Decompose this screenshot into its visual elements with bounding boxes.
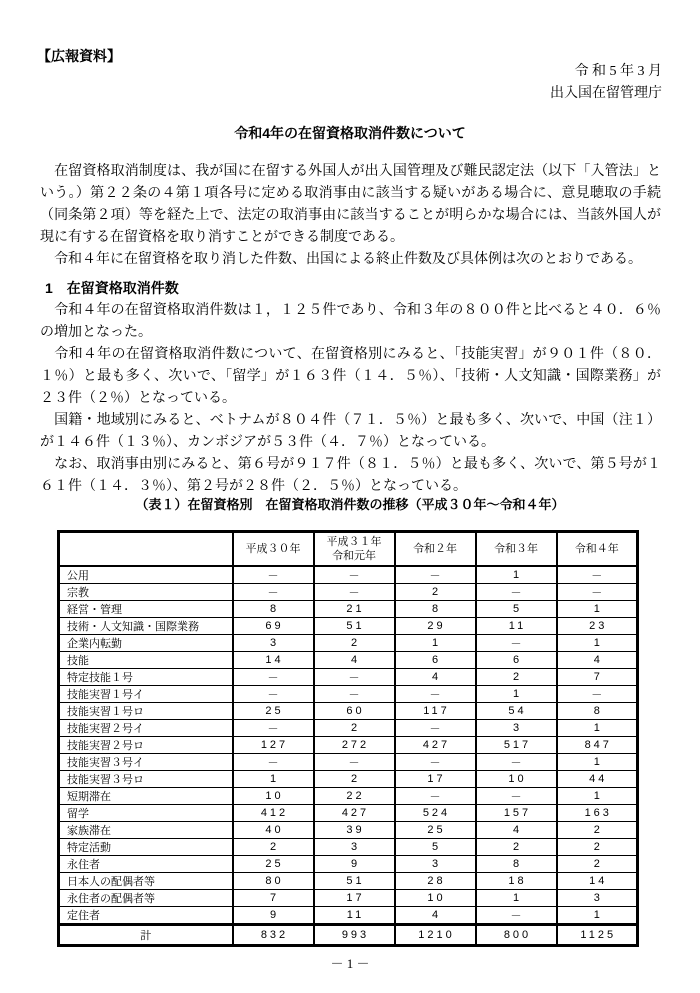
value-cell: 40 xyxy=(233,822,314,839)
value-cell: 22 xyxy=(314,788,395,805)
value-cell: － xyxy=(233,566,314,584)
value-cell: 8 xyxy=(476,856,557,873)
value-cell: 157 xyxy=(476,805,557,822)
row-label: 技能実習３号イ xyxy=(59,754,233,771)
year-header-cell xyxy=(233,532,314,567)
value-cell: 1 xyxy=(557,788,638,805)
row-label: 技能実習２号ロ xyxy=(59,737,233,754)
value-cell: 427 xyxy=(395,737,476,754)
row-label: 技能実習１号イ xyxy=(59,686,233,703)
table-row xyxy=(59,601,638,618)
section-paragraph: 令和４年の在留資格取消件数について、在留資格別にみると、「技能実習」が９０１件（８０．１％）と最も多く、次いで、「留学」が１６３件（１４．５％）、「技術・人文知識・国際業務」が２３件（２％）となっている。 xyxy=(40,347,661,406)
value-cell: 163 xyxy=(557,805,638,822)
value-cell: 3 xyxy=(476,720,557,737)
year-header-line1: 平成３０年 xyxy=(245,543,301,555)
value-cell: 4 xyxy=(476,822,557,839)
value-cell: 3 xyxy=(233,635,314,652)
value-cell: － xyxy=(476,635,557,652)
value-cell: 10 xyxy=(233,788,314,805)
value-cell: 14 xyxy=(557,873,638,890)
value-cell: 1 xyxy=(233,771,314,788)
value-cell: － xyxy=(476,754,557,771)
value-cell: － xyxy=(314,669,395,686)
value-cell: 39 xyxy=(314,822,395,839)
value-cell: 7 xyxy=(233,890,314,907)
value-cell: 427 xyxy=(314,805,395,822)
year-header-line1: 令和４年 xyxy=(574,543,619,555)
value-cell: 14 xyxy=(233,652,314,669)
value-cell: 1 xyxy=(476,566,557,584)
value-cell: － xyxy=(314,566,395,584)
value-cell: 80 xyxy=(233,873,314,890)
row-label: 宗教 xyxy=(59,584,233,601)
value-cell: 3 xyxy=(395,856,476,873)
value-cell: 17 xyxy=(395,771,476,788)
table-row xyxy=(59,686,638,703)
value-cell: 25 xyxy=(395,822,476,839)
value-cell: 2 xyxy=(557,856,638,873)
year-header-cell xyxy=(314,532,395,567)
table-body xyxy=(59,566,638,946)
row-label: 短期滞在 xyxy=(59,788,233,805)
value-cell: 1 xyxy=(557,601,638,618)
table-row xyxy=(59,907,638,925)
value-cell: － xyxy=(233,754,314,771)
table-row xyxy=(59,703,638,720)
value-cell: 117 xyxy=(395,703,476,720)
value-cell: 524 xyxy=(395,805,476,822)
value-cell: 2 xyxy=(233,839,314,856)
year-header-line1: 令和２年 xyxy=(413,543,457,555)
value-cell: 2 xyxy=(314,635,395,652)
value-cell: － xyxy=(557,686,638,703)
value-cell: 8 xyxy=(395,601,476,618)
value-cell: － xyxy=(395,566,476,584)
value-cell: 5 xyxy=(476,601,557,618)
row-label: 永住者 xyxy=(59,856,233,873)
value-cell: － xyxy=(233,686,314,703)
row-label: 定住者 xyxy=(59,907,233,925)
value-cell: － xyxy=(233,669,314,686)
value-cell: － xyxy=(476,584,557,601)
value-cell: 4 xyxy=(395,907,476,925)
value-cell: 2 xyxy=(557,822,638,839)
table-row xyxy=(59,669,638,686)
section-paragraph: 国籍・地域別にみると、ベトナムが８０４件（７１．５％）と最も多く、次いで、中国（注１）が１４６件（１３％）、カンボジアが５３件（４．７％）となっている。 xyxy=(40,413,661,450)
value-cell: 1 xyxy=(476,890,557,907)
value-cell: － xyxy=(314,686,395,703)
value-cell: 54 xyxy=(476,703,557,720)
value-cell: 800 xyxy=(476,925,557,946)
table-caption: （表１）在留資格別 在留資格取消件数の推移（平成３０年～令和４年） xyxy=(135,497,565,512)
table-row xyxy=(59,618,638,635)
value-cell: 9 xyxy=(314,856,395,873)
value-cell: 11 xyxy=(476,618,557,635)
table-row xyxy=(59,839,638,856)
value-cell: 517 xyxy=(476,737,557,754)
value-cell: － xyxy=(233,720,314,737)
value-cell: 847 xyxy=(557,737,638,754)
row-label: 技能 xyxy=(59,652,233,669)
value-cell: 3 xyxy=(314,839,395,856)
value-cell: 2 xyxy=(476,669,557,686)
value-cell: 1 xyxy=(557,635,638,652)
value-cell: 3 xyxy=(557,890,638,907)
value-cell: 2 xyxy=(395,584,476,601)
table-row xyxy=(59,771,638,788)
value-cell: 127 xyxy=(233,737,314,754)
year-header-line1: 平成３１年 xyxy=(326,536,382,548)
page-number: － 1 － xyxy=(330,956,370,971)
section-paragraph: なお、取消事由別にみると、第６号が９１７件（８１．５％）と最も多く、次いで、第５号が１６１件（１４．３％）、第２号が２８件（２．５％）となっている。 xyxy=(40,457,661,494)
value-cell: － xyxy=(395,686,476,703)
year-header-line1: 令和３年 xyxy=(494,543,538,555)
agency-name: 出入国在留管理庁 xyxy=(550,86,662,101)
value-cell: － xyxy=(314,584,395,601)
table-row xyxy=(59,856,638,873)
table-row xyxy=(59,566,638,584)
value-cell: 28 xyxy=(395,873,476,890)
section-body xyxy=(40,300,661,498)
issue-date: 令 和 5 年 3 月 xyxy=(574,64,662,79)
row-label: 技能実習３号ロ xyxy=(59,771,233,788)
value-cell: 6 xyxy=(395,652,476,669)
value-cell: 44 xyxy=(557,771,638,788)
value-cell: 10 xyxy=(395,890,476,907)
document-title: 令和4年の在留資格取消件数について xyxy=(234,125,466,141)
table-row xyxy=(59,754,638,771)
row-label: 計 xyxy=(59,925,233,946)
value-cell: 1 xyxy=(557,754,638,771)
table-row xyxy=(59,822,638,839)
row-label: 技術・人文知識・国際業務 xyxy=(59,618,233,635)
value-cell: 1 xyxy=(557,907,638,925)
value-cell: 51 xyxy=(314,873,395,890)
year-header-cell xyxy=(476,532,557,567)
value-cell: 2 xyxy=(557,839,638,856)
table-row xyxy=(59,873,638,890)
table-row xyxy=(59,652,638,669)
cancellation-count-table xyxy=(57,530,639,947)
value-cell: － xyxy=(233,584,314,601)
table-header-row xyxy=(59,532,638,567)
value-cell: 29 xyxy=(395,618,476,635)
value-cell: 11 xyxy=(314,907,395,925)
value-cell: 993 xyxy=(314,925,395,946)
value-cell: 1210 xyxy=(395,925,476,946)
table-row xyxy=(59,890,638,907)
value-cell: － xyxy=(557,584,638,601)
value-cell: － xyxy=(395,788,476,805)
year-header-cell xyxy=(557,532,638,567)
section-heading: 1 在留資格取消件数 xyxy=(45,280,179,296)
value-cell: 25 xyxy=(233,856,314,873)
value-cell: 412 xyxy=(233,805,314,822)
row-label: 技能実習１号ロ xyxy=(59,703,233,720)
row-label: 永住者の配偶者等 xyxy=(59,890,233,907)
value-cell: 272 xyxy=(314,737,395,754)
table-row xyxy=(59,635,638,652)
value-cell: 1 xyxy=(476,686,557,703)
value-cell: － xyxy=(476,907,557,925)
table-row xyxy=(59,788,638,805)
value-cell: 8 xyxy=(557,703,638,720)
year-header-line2: 令和元年 xyxy=(332,550,376,562)
row-label: 特定活動 xyxy=(59,839,233,856)
table-row xyxy=(59,805,638,822)
table-row xyxy=(59,737,638,754)
row-label: 家族滞在 xyxy=(59,822,233,839)
doc-type-label: 【広報資料】 xyxy=(37,48,121,64)
issuer-block xyxy=(550,61,662,105)
value-cell: 18 xyxy=(476,873,557,890)
row-label: 企業内転勤 xyxy=(59,635,233,652)
value-cell: 8 xyxy=(233,601,314,618)
value-cell: 1125 xyxy=(557,925,638,946)
value-cell: － xyxy=(314,754,395,771)
value-cell: 1 xyxy=(395,635,476,652)
value-cell: 4 xyxy=(395,669,476,686)
value-cell: 60 xyxy=(314,703,395,720)
row-label: 日本人の配偶者等 xyxy=(59,873,233,890)
table-head xyxy=(59,532,638,567)
value-cell: 10 xyxy=(476,771,557,788)
value-cell: － xyxy=(557,566,638,584)
row-label: 特定技能１号 xyxy=(59,669,233,686)
table-corner-cell xyxy=(59,532,233,567)
value-cell: 1 xyxy=(557,720,638,737)
row-label: 公用 xyxy=(59,566,233,584)
value-cell: 832 xyxy=(233,925,314,946)
row-label: 経営・管理 xyxy=(59,601,233,618)
value-cell: 7 xyxy=(557,669,638,686)
value-cell: 9 xyxy=(233,907,314,925)
value-cell: － xyxy=(395,720,476,737)
section-paragraph: 令和４年の在留資格取消件数は１，１２５件であり、令和３年の８００件と比べると４０．６％の増加となった。 xyxy=(40,303,661,340)
value-cell: 69 xyxy=(233,618,314,635)
value-cell: － xyxy=(395,754,476,771)
value-cell: 23 xyxy=(557,618,638,635)
intro-paragraph: 在留資格取消制度は、我が国に在留する外国人が出入国管理及び難民認定法（以下「入管法」という。）第２２条の４第１項各号に定める取消事由に該当する疑いがある場合に、意見聴取の手続（同条第２項）等を経た上で、法定の取消事由に該当することが明らかな場合には、当該外国人が現に有する在留資格を取り消すことができる制度である。 xyxy=(40,164,661,245)
value-cell: 4 xyxy=(314,652,395,669)
row-label: 留学 xyxy=(59,805,233,822)
value-cell: 2 xyxy=(476,839,557,856)
table-row xyxy=(59,720,638,737)
value-cell: 2 xyxy=(314,771,395,788)
intro-paragraph: 令和４年に在留資格を取り消した件数、出国による終止件数及び具体例は次のとおりである。 xyxy=(40,252,642,267)
total-row xyxy=(59,925,638,946)
table-row xyxy=(59,584,638,601)
value-cell: 4 xyxy=(557,652,638,669)
value-cell: 51 xyxy=(314,618,395,635)
value-cell: 25 xyxy=(233,703,314,720)
value-cell: 5 xyxy=(395,839,476,856)
intro-block xyxy=(40,161,661,271)
value-cell: － xyxy=(476,788,557,805)
value-cell: 2 xyxy=(314,720,395,737)
value-cell: 6 xyxy=(476,652,557,669)
row-label: 技能実習２号イ xyxy=(59,720,233,737)
value-cell: 21 xyxy=(314,601,395,618)
year-header-cell xyxy=(395,532,476,567)
value-cell: 17 xyxy=(314,890,395,907)
